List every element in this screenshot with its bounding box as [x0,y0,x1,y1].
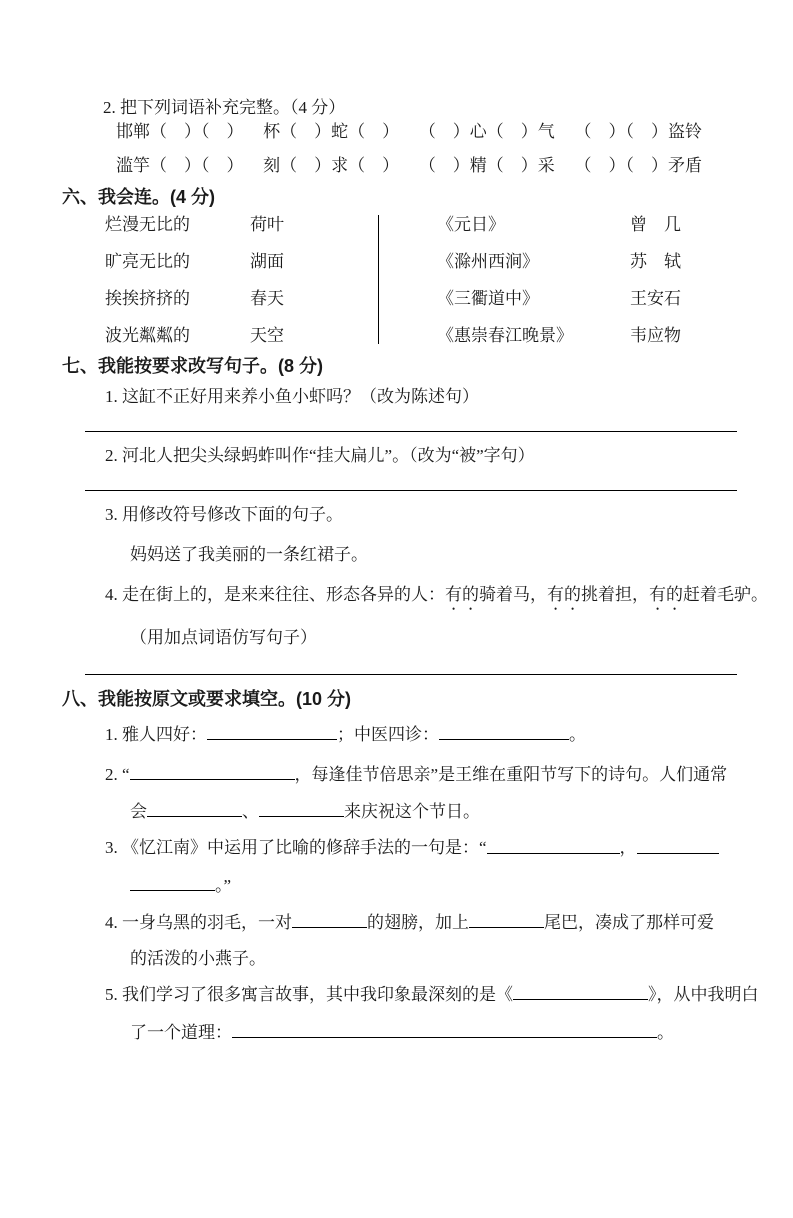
q8-item-1 [105,723,793,747]
poem-title[interactable]: 《滁州西涧》 [437,252,539,271]
q8-text: 3. 《忆江南》中运用了比喻的修辞手法的一句是：“ [105,838,487,858]
idiom-row [116,154,702,177]
match-row [105,213,378,237]
section-eight-heading: 八、我能按原文或要求填空。(10 分) [62,689,352,709]
q8-text: ，每逢佳节倍思亲”是王维在重阳节写下的诗句。人们通常 [294,765,728,785]
poem-title[interactable]: 《元日》 [437,215,505,234]
q8-text: 1. 雅人四好： [105,725,207,745]
matching-exercise [105,213,793,348]
poem-title[interactable]: 《惠崇春江晚景》 [437,326,573,345]
match-word[interactable]: 天空 [250,326,284,345]
q8-item-3-cont [130,874,793,898]
match-row [105,250,378,274]
section-six-heading: 六、我会连。(4 分) [62,187,215,207]
answer-blank[interactable] [259,800,344,817]
match-word[interactable]: 荷叶 [250,215,284,234]
match-row [437,250,681,274]
emphasized-word: 有的 [649,585,683,604]
idiom-group[interactable]: 邯郸（ ）（ ） [116,122,244,141]
match-word[interactable]: 湖面 [250,252,284,271]
answer-blank[interactable] [130,763,295,780]
match-row [437,324,681,348]
q7-item-4-text: 挑着担， [581,585,649,604]
answer-blank[interactable] [637,836,719,853]
q8-item-2 [105,763,793,787]
answer-blank[interactable] [513,983,648,1000]
poem-author[interactable]: 王安石 [630,289,681,308]
q8-item-4 [105,911,793,935]
poem-title[interactable]: 《三衢道中》 [437,289,539,308]
q7-item-4-text: 骑着马， [479,585,547,604]
answer-blank[interactable] [487,836,620,853]
idiom-row [116,120,702,143]
answer-line[interactable] [85,490,737,491]
q8-text: 、 [242,802,259,822]
q8-item-5 [105,983,793,1007]
match-row [437,287,681,311]
answer-blank[interactable] [439,723,569,740]
match-row [105,287,378,311]
match-row [437,213,681,237]
answer-blank[interactable] [292,911,367,928]
q7-item-3: 3. 用修改符号修改下面的句子。 [105,505,343,524]
answer-blank[interactable] [207,723,337,740]
match-phrase[interactable]: 挨挨挤挤的 [105,289,190,308]
q8-text: 5. 我们学习了很多寓言故事，其中我印象最深刻的是《 [105,984,513,1004]
match-phrase[interactable]: 旷亮无比的 [105,252,190,271]
q8-text: 的翅膀，加上 [367,912,469,932]
q8-item-2-cont [130,800,793,824]
q8-text: ， [619,838,637,858]
match-row [105,324,378,348]
q7-item-4 [105,583,793,614]
idiom-group[interactable]: 杯（ ）蛇（ ） [263,122,400,141]
q7-item-4-text: 赶着毛驴。 [683,585,768,604]
match-phrase[interactable]: 波光粼粼的 [105,326,190,345]
q8-text: 会 [130,802,147,822]
answer-blank[interactable] [147,800,242,817]
emphasized-word: 有的 [445,585,479,604]
q8-text: 来庆祝这个节日。 [344,802,480,822]
q2-heading: 2. 把下列词语补充完整。（4 分） [103,98,346,117]
q7-item-2: 2. 河北人把尖头绿蚂蚱叫作“挂大扁儿”。（改为“被”字句） [105,446,535,465]
q7-item-4-text: 4. 走在街上的，是来来往往、形态各异的人： [105,585,445,604]
matching-right-column [379,213,681,348]
q7-item-1: 1. 这缸不正好用来养小鱼小虾吗？（改为陈述句） [105,387,479,406]
q8-text: 2. “ [105,765,130,785]
q8-text: 尾巴，凑成了那样可爱 [544,912,714,932]
match-phrase[interactable]: 烂漫无比的 [105,215,190,234]
answer-blank[interactable] [130,874,215,891]
section-seven-heading: 七、我能按要求改写句子。(8 分) [62,356,323,376]
poem-author[interactable]: 曾 几 [630,215,681,234]
idiom-group[interactable]: （ ）精（ ）采 [418,156,555,175]
q8-text: 。” [215,875,232,895]
q8-text: 。 [657,1023,674,1043]
q8-item-4-cont: 的活泼的小燕子。 [130,948,266,968]
idiom-group[interactable]: 滥竽（ ）（ ） [116,156,244,175]
q7-item-4-note: （用加点词语仿写句子） [130,628,317,647]
poem-author[interactable]: 苏 轼 [630,252,681,271]
q8-text: ；中医四诊： [337,725,439,745]
exam-page [0,96,793,1218]
idiom-group[interactable]: 刻（ ）求（ ） [263,156,400,175]
answer-blank[interactable] [232,1021,657,1038]
q8-item-3 [105,836,793,860]
matching-left-column [105,213,378,348]
answer-line[interactable] [85,674,737,675]
q7-item-3-sentence[interactable]: 妈妈送了我美丽的一条红裙子。 [130,545,368,564]
answer-blank[interactable] [469,911,544,928]
match-word[interactable]: 春天 [250,289,284,308]
q8-text: 》，从中我明白 [648,984,759,1004]
q8-text: 了一个道理： [130,1023,232,1043]
idiom-group[interactable]: （ ）心（ ）气 [418,122,555,141]
q8-text: 4. 一身乌黑的羽毛，一对 [105,912,292,932]
idiom-group[interactable]: （ ）（ ）盗铃 [574,122,702,141]
emphasized-word: 有的 [547,585,581,604]
q8-item-5-cont [130,1021,793,1045]
poem-author[interactable]: 韦应物 [630,326,681,345]
idiom-group[interactable]: （ ）（ ）矛盾 [574,156,702,175]
q8-text: 。 [569,725,586,745]
answer-line[interactable] [85,431,737,432]
